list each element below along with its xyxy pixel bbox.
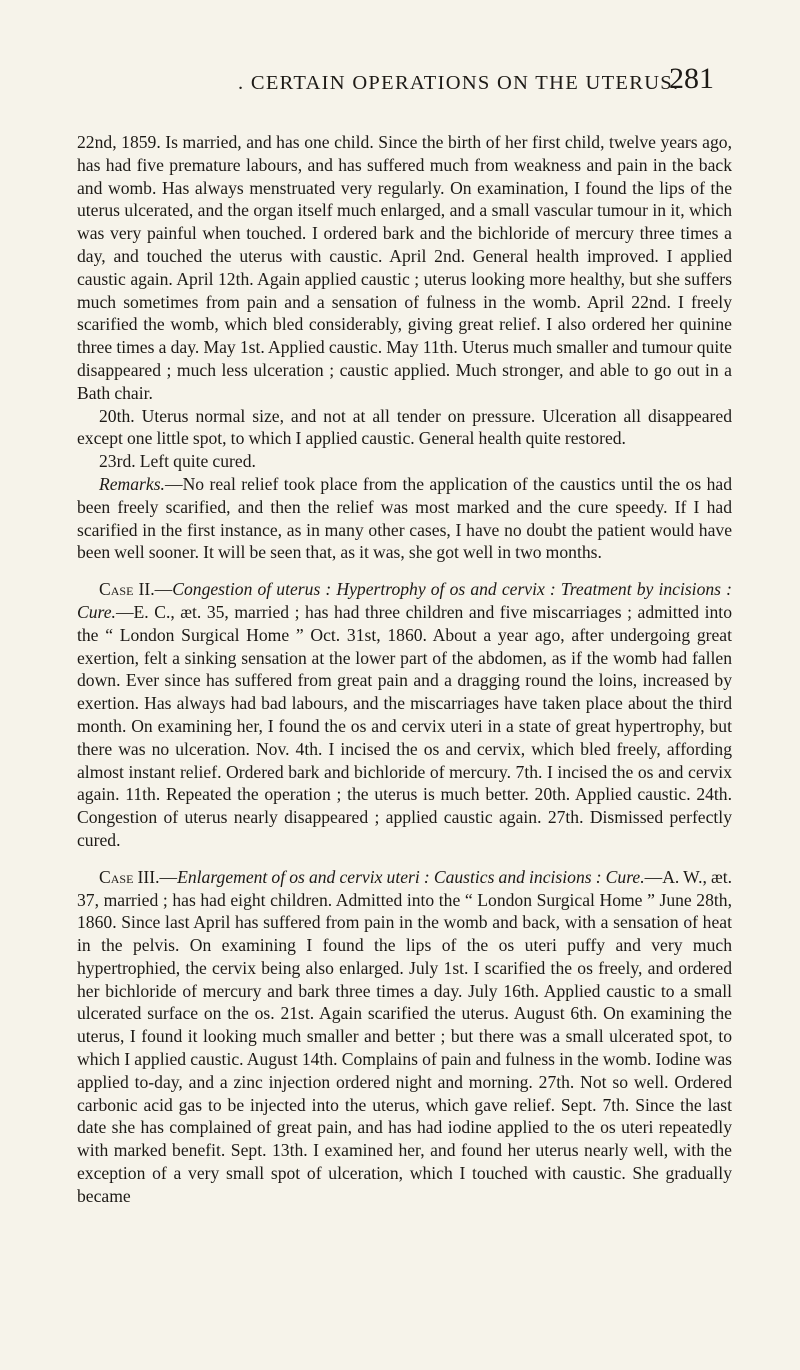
body-text	[77, 131, 732, 1208]
running-title: . CERTAIN OPERATIONS ON THE UTERUS.	[238, 72, 680, 94]
remarks-text: —No real relief took place from the application of the caustics until the os had been freely scarified, and then the relief was most marked and the cure speedy. If I had scarified in the first instance, as in many other cases, I have no doubt the patient would have been well sooner. It will be seen that, as it was, she got well in two months.	[77, 473, 732, 563]
paragraph-23rd: 23rd. Left quite cured.	[99, 451, 256, 472]
paragraph-case-3	[77, 866, 732, 1208]
case-2-text: —E. C., æt. 35, married ; has had three children and five miscarriages ; admitted into the “ London Surgical Home ” Oct. 31st, 1860. About a year ago, after undergoing great exertion, felt a sinking sensation at the lower part of the abdomen, as if the womb had fallen down. Ever since has suffered from great pain and a dragging round the loins, increased by exertion. Has always had bad labours, and the miscarriages have taken place about the third month. On examining her, I found the os and cervix uteri in a state of great hypertrophy, but there was no ulceration. Nov. 4th. I incised the os and cervix, which bled freely, affording almost instant relief. Ordered bark and bichloride of mercury. 7th. I incised the os and cervix again. 11th. Repeated the operation ; the uterus is much better. 20th. Applied caustic. 24th. Congestion of uterus nearly disappeared ; applied caustic again. 27th. Dismissed perfectly cured.	[77, 601, 732, 850]
paragraph-20th: 20th. Uterus normal size, and not at all tender on pressure. Ulceration all disappeared except one little spot, to which I applied caustic. General health quite restored.	[77, 405, 732, 449]
case-3-title: Enlargement of os and cervix uteri : Caustics and incisions : Cure.	[177, 866, 645, 887]
paragraph-case-continuation: 22nd, 1859. Is married, and has one child. Since the birth of her first child, twelve years ago, has had five premature labours, and has suffered much from weakness and pain in the back and womb. Has always menstruated very regularly. On examination, I found the lips of the uterus ulcerated, and the organ itself much enlarged, and a small vascular tumour in it, which was very painful when touched. I ordered bark and the bichloride of mercury three times a day, and touched the uterus with caustic. April 2nd. General health improved. I applied caustic again. April 12th. Again applied caustic ; uterus looking more healthy, but she suffers much sometimes from pain and a sensation of fulness in the womb. April 22nd. I freely scarified the womb, which bled considerably, giving great relief. I also ordered her quinine three times a day. May 1st. Applied caustic. May 11th. Uterus much smaller and tumour quite disappeared ; much less ulceration ; caustic applied. Much stronger, and able to go out in a Bath chair.	[77, 132, 732, 403]
case-3-dash: —	[159, 866, 178, 887]
case-2-dash: —	[154, 579, 173, 600]
case-2-title: Congestion of uterus : Hypertrophy of os and cervix : Treatment by incisions : Cure.	[77, 579, 732, 622]
running-head	[238, 62, 714, 102]
remarks-label: Remarks.	[99, 473, 165, 494]
case-2-label: Case II.	[99, 579, 155, 600]
paragraph-remarks	[77, 473, 732, 564]
case-3-label: Case III.	[99, 866, 160, 887]
page-number: 281	[669, 62, 714, 95]
case-3-text: —A. W., æt. 37, married ; has had eight children. Admitted into the “ London Surgical Home ” June 28th, 1860. Since last April has suffered from pain in the womb and back, with a sensation of heat in the pelvis. On examining I found the lips of the os uteri puffy and very much hypertrophied, the cervix being also enlarged. July 1st. I scarified the os freely, and ordered her bichloride of mercury and bark three times a day. July 16th. Applied caustic to a small ulcerated surface on the os. 21st. Again scarified the uterus. August 6th. On examining the uterus, I found it looking much smaller and better ; but there was a small ulcerated spot, to which I applied caustic. August 14th. Complains of pain and fulness in the womb. Iodine was applied to-day, and a zinc injection ordered night and morning. 27th. Not so well. Ordered carbonic acid gas to be injected into the uterus, which gave relief. Sept. 7th. Since the last date she has complained of great pain, and has had iodine applied to the os uteri repeatedly with marked benefit. Sept. 13th. I examined her, and found her uterus nearly well, with the exception of a very small spot of ulceration, which I touched with caustic. She gradually became	[77, 866, 733, 1206]
paragraph-case-2	[77, 578, 732, 852]
